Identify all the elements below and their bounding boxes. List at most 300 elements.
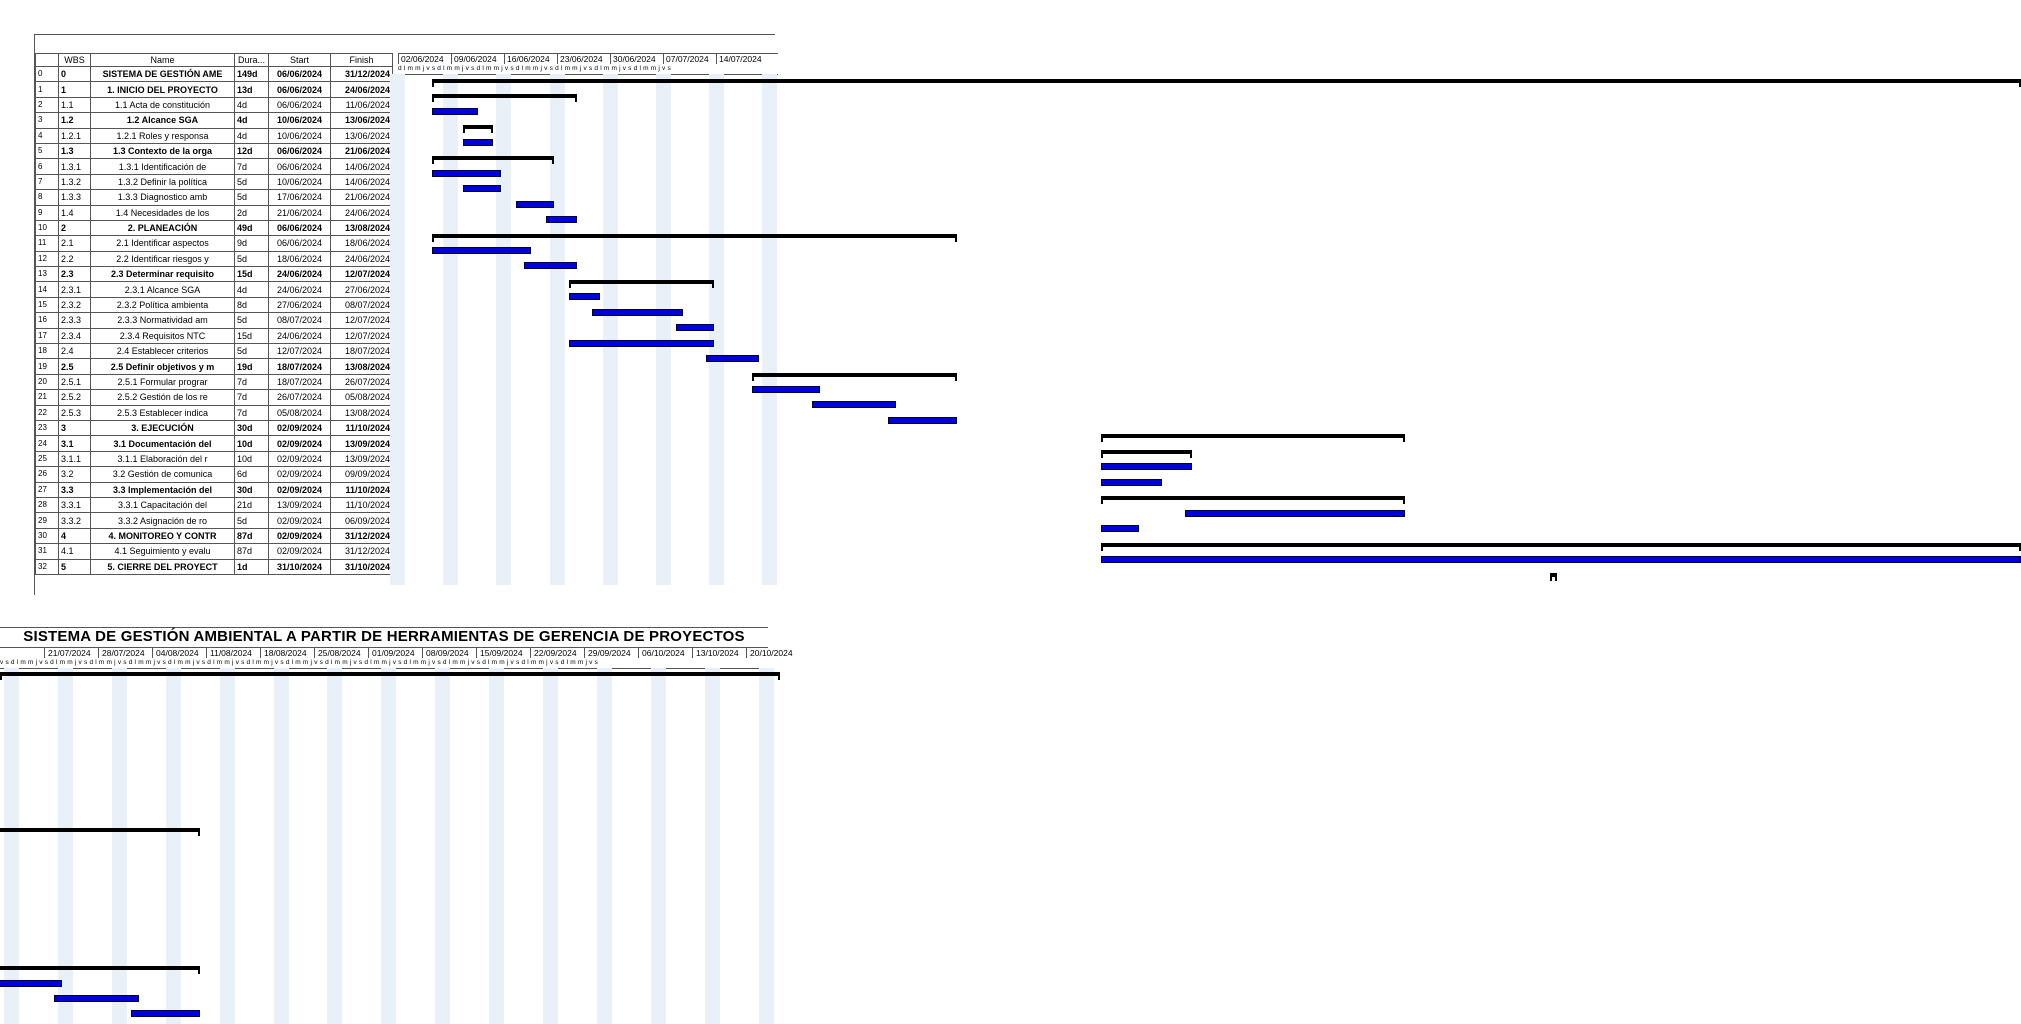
row-duration[interactable]: 4d: [235, 97, 269, 112]
table-row[interactable]: [36, 528, 393, 543]
row-wbs[interactable]: 3.3.1: [59, 497, 91, 512]
row-id[interactable]: 30: [36, 528, 59, 543]
row-duration[interactable]: 149d: [235, 67, 269, 82]
task-bar[interactable]: [888, 417, 956, 424]
summary-bar[interactable]: [1101, 543, 2021, 547]
table-row[interactable]: [36, 97, 393, 112]
row-wbs[interactable]: 2.4: [59, 344, 91, 359]
row-wbs[interactable]: 2.3.1: [59, 282, 91, 297]
row-duration[interactable]: 10d: [235, 436, 269, 451]
row-wbs[interactable]: 1.4: [59, 205, 91, 220]
row-start[interactable]: 06/06/2024: [269, 159, 331, 174]
page2-week-label: 25/08/2024: [314, 648, 368, 658]
row-finish[interactable]: 11/10/2024: [331, 420, 393, 435]
row-finish[interactable]: 27/06/2024: [331, 282, 393, 297]
row-id[interactable]: 6: [36, 159, 59, 174]
row-finish[interactable]: 12/07/2024: [331, 267, 393, 282]
row-duration[interactable]: 10d: [235, 451, 269, 466]
row-duration[interactable]: 7d: [235, 374, 269, 389]
row-wbs[interactable]: 1: [59, 82, 91, 97]
row-finish[interactable]: 13/08/2024: [331, 220, 393, 235]
row-name[interactable]: 1.3.1 Identificación de: [91, 159, 235, 174]
table-row[interactable]: [36, 374, 393, 389]
task-bar[interactable]: [706, 355, 759, 362]
row-duration[interactable]: 19d: [235, 359, 269, 374]
row-wbs[interactable]: 3.3.2: [59, 513, 91, 528]
row-name[interactable]: 1.1 Acta de constitución: [91, 97, 235, 112]
table-row[interactable]: [36, 390, 393, 405]
row-id[interactable]: 23: [36, 420, 59, 435]
row-name[interactable]: 1.3.3 Diagnostico amb: [91, 190, 235, 205]
row-wbs[interactable]: 2.3.4: [59, 328, 91, 343]
col-header-start[interactable]: Start: [269, 54, 331, 67]
row-name[interactable]: 1. INICIO DEL PROYECTO: [91, 82, 235, 97]
row-id[interactable]: 20: [36, 374, 59, 389]
weekend-shade: [597, 668, 612, 1024]
task-bar[interactable]: [131, 1010, 200, 1017]
summary-bar[interactable]: [569, 280, 713, 284]
row-finish[interactable]: 13/08/2024: [331, 405, 393, 420]
row-finish[interactable]: 31/12/2024: [331, 544, 393, 559]
row-name[interactable]: 2. PLANEACIÓN: [91, 220, 235, 235]
row-finish[interactable]: 13/09/2024: [331, 436, 393, 451]
row-id[interactable]: 15: [36, 297, 59, 312]
row-wbs[interactable]: 2.5: [59, 359, 91, 374]
timescale-week-label: 30/06/2024: [610, 54, 663, 64]
row-id[interactable]: 25: [36, 451, 59, 466]
task-bar[interactable]: [0, 980, 62, 987]
page2-week-label: 15/09/2024: [476, 648, 530, 658]
row-duration[interactable]: 4d: [235, 282, 269, 297]
task-bar[interactable]: [1101, 479, 1162, 486]
row-start[interactable]: 13/09/2024: [269, 497, 331, 512]
row-start[interactable]: 24/06/2024: [269, 328, 331, 343]
row-name[interactable]: 1.2.1 Roles y responsa: [91, 128, 235, 143]
row-finish[interactable]: 14/06/2024: [331, 174, 393, 189]
row-duration[interactable]: 15d: [235, 267, 269, 282]
row-start[interactable]: 31/10/2024: [269, 559, 331, 574]
row-wbs[interactable]: 1.2.1: [59, 128, 91, 143]
row-duration[interactable]: 8d: [235, 297, 269, 312]
table-row[interactable]: [36, 559, 393, 574]
col-header-wbs[interactable]: WBS: [59, 54, 91, 67]
row-id[interactable]: 8: [36, 190, 59, 205]
task-bar[interactable]: [1101, 463, 1192, 470]
table-row[interactable]: [36, 436, 393, 451]
row-start[interactable]: 06/06/2024: [269, 143, 331, 158]
row-wbs[interactable]: 2: [59, 220, 91, 235]
row-name[interactable]: 2.5.2 Gestión de los re: [91, 390, 235, 405]
row-duration[interactable]: 2d: [235, 205, 269, 220]
row-duration[interactable]: 5d: [235, 344, 269, 359]
task-bar[interactable]: [569, 293, 599, 300]
page2-week-label: 18/08/2024: [260, 648, 314, 658]
row-finish[interactable]: 13/09/2024: [331, 451, 393, 466]
row-start[interactable]: 06/06/2024: [269, 236, 331, 251]
col-header-duration[interactable]: Dura...: [235, 54, 269, 67]
row-wbs[interactable]: 2.3: [59, 267, 91, 282]
row-start[interactable]: 02/09/2024: [269, 482, 331, 497]
row-id[interactable]: 2: [36, 97, 59, 112]
timescale-days: d l m m j v s d l m m j v s d l m m j v s d l m m j v s d l m m j v s d l m m j v s d l m m j v s: [398, 65, 671, 72]
row-start[interactable]: 02/09/2024: [269, 436, 331, 451]
row-finish[interactable]: 26/07/2024: [331, 374, 393, 389]
row-name[interactable]: 3.1.1 Elaboración del r: [91, 451, 235, 466]
summary-bar[interactable]: [432, 234, 956, 238]
row-wbs[interactable]: 2.2: [59, 251, 91, 266]
row-duration[interactable]: 13d: [235, 82, 269, 97]
row-start[interactable]: 24/06/2024: [269, 282, 331, 297]
row-id[interactable]: 32: [36, 559, 59, 574]
row-finish[interactable]: 14/06/2024: [331, 159, 393, 174]
row-id[interactable]: 18: [36, 344, 59, 359]
summary-bar[interactable]: [0, 672, 780, 676]
task-bar[interactable]: [569, 340, 713, 347]
row-finish[interactable]: 12/07/2024: [331, 313, 393, 328]
row-wbs[interactable]: 2.3.3: [59, 313, 91, 328]
task-bar[interactable]: [1101, 556, 2021, 563]
task-bar[interactable]: [592, 309, 683, 316]
row-start[interactable]: 10/06/2024: [269, 128, 331, 143]
summary-bar[interactable]: [0, 828, 200, 832]
row-duration[interactable]: 5d: [235, 174, 269, 189]
table-row[interactable]: [36, 451, 393, 466]
task-bar[interactable]: [432, 108, 478, 115]
row-finish[interactable]: 18/07/2024: [331, 344, 393, 359]
row-wbs[interactable]: 2.5.2: [59, 390, 91, 405]
row-name[interactable]: SISTEMA DE GESTIÓN AME: [91, 67, 235, 82]
row-finish[interactable]: 11/10/2024: [331, 482, 393, 497]
row-name[interactable]: 4.1 Seguimiento y evalu: [91, 544, 235, 559]
row-duration[interactable]: 49d: [235, 220, 269, 235]
row-finish[interactable]: 05/08/2024: [331, 390, 393, 405]
row-start[interactable]: 21/06/2024: [269, 205, 331, 220]
row-wbs[interactable]: 1.1: [59, 97, 91, 112]
table-row[interactable]: [36, 205, 393, 220]
summary-bar[interactable]: [432, 79, 2020, 83]
row-finish[interactable]: 12/07/2024: [331, 328, 393, 343]
row-finish[interactable]: 18/06/2024: [331, 236, 393, 251]
task-bar[interactable]: [463, 185, 501, 192]
row-finish[interactable]: 13/08/2024: [331, 359, 393, 374]
row-wbs[interactable]: 1.2: [59, 113, 91, 128]
row-finish[interactable]: 24/06/2024: [331, 205, 393, 220]
page2-week-label: 01/09/2024: [368, 648, 422, 658]
table-row[interactable]: [36, 113, 393, 128]
row-start[interactable]: 27/06/2024: [269, 297, 331, 312]
row-id[interactable]: 1: [36, 82, 59, 97]
row-finish[interactable]: 06/09/2024: [331, 513, 393, 528]
page2-week-label: 11/08/2024: [206, 648, 260, 658]
table-row[interactable]: [36, 159, 393, 174]
table-row[interactable]: [36, 344, 393, 359]
row-finish[interactable]: 09/09/2024: [331, 467, 393, 482]
row-wbs[interactable]: 2.5.3: [59, 405, 91, 420]
row-name[interactable]: 2.3.3 Normatividad am: [91, 313, 235, 328]
row-duration[interactable]: 30d: [235, 420, 269, 435]
row-wbs[interactable]: 1.3.1: [59, 159, 91, 174]
row-wbs[interactable]: 1.3.2: [59, 174, 91, 189]
row-wbs[interactable]: 4: [59, 528, 91, 543]
task-bar[interactable]: [752, 386, 820, 393]
row-name[interactable]: 3.2 Gestión de comunica: [91, 467, 235, 482]
row-start[interactable]: 18/07/2024: [269, 374, 331, 389]
table-row[interactable]: [36, 513, 393, 528]
row-id[interactable]: 21: [36, 390, 59, 405]
row-duration[interactable]: 5d: [235, 251, 269, 266]
row-wbs[interactable]: 4.1: [59, 544, 91, 559]
table-row[interactable]: [36, 282, 393, 297]
table-row[interactable]: [36, 174, 393, 189]
row-duration[interactable]: 7d: [235, 390, 269, 405]
col-header-id[interactable]: [36, 54, 59, 67]
row-id[interactable]: 14: [36, 282, 59, 297]
row-finish[interactable]: 11/10/2024: [331, 497, 393, 512]
row-finish[interactable]: 24/06/2024: [331, 251, 393, 266]
weekend-shade: [550, 74, 565, 585]
task-bar[interactable]: [1101, 525, 1139, 532]
row-finish[interactable]: 24/06/2024: [331, 82, 393, 97]
weekend-shade: [166, 668, 181, 1024]
row-wbs[interactable]: 3.3: [59, 482, 91, 497]
row-name[interactable]: 1.2 Alcance SGA: [91, 113, 235, 128]
table-row[interactable]: [36, 67, 393, 82]
row-wbs[interactable]: 3.2: [59, 467, 91, 482]
row-name[interactable]: 3.3.2 Asignación de ro: [91, 513, 235, 528]
row-name[interactable]: 4. MONITOREO Y CONTR: [91, 528, 235, 543]
row-duration[interactable]: 87d: [235, 544, 269, 559]
row-finish[interactable]: 13/06/2024: [331, 113, 393, 128]
summary-bar[interactable]: [0, 966, 200, 970]
row-start[interactable]: 12/07/2024: [269, 344, 331, 359]
row-start[interactable]: 24/06/2024: [269, 267, 331, 282]
weekend-shade: [58, 668, 73, 1024]
row-name[interactable]: 5. CIERRE DEL PROYECT: [91, 559, 235, 574]
row-duration[interactable]: 4d: [235, 128, 269, 143]
summary-bar[interactable]: [1550, 573, 1558, 577]
row-name[interactable]: 3. EJECUCIÓN: [91, 420, 235, 435]
task-bar[interactable]: [516, 201, 554, 208]
row-id[interactable]: 24: [36, 436, 59, 451]
row-start[interactable]: 02/09/2024: [269, 467, 331, 482]
row-wbs[interactable]: 3.1: [59, 436, 91, 451]
row-id[interactable]: 11: [36, 236, 59, 251]
row-id[interactable]: 17: [36, 328, 59, 343]
row-name[interactable]: 2.1 Identificar aspectos: [91, 236, 235, 251]
table-row[interactable]: [36, 313, 393, 328]
row-id[interactable]: 22: [36, 405, 59, 420]
row-name[interactable]: 1.3 Contexto de la orga: [91, 143, 235, 158]
row-wbs[interactable]: 3.1.1: [59, 451, 91, 466]
summary-bar[interactable]: [432, 94, 576, 98]
row-duration[interactable]: 7d: [235, 405, 269, 420]
weekend-shade: [603, 74, 618, 585]
row-start[interactable]: 02/09/2024: [269, 513, 331, 528]
table-row[interactable]: [36, 497, 393, 512]
row-start[interactable]: 06/06/2024: [269, 220, 331, 235]
weekend-shade: [327, 668, 342, 1024]
summary-bar[interactable]: [1101, 496, 1405, 500]
row-name[interactable]: 2.3 Determinar requisito: [91, 267, 235, 282]
task-bar[interactable]: [432, 170, 500, 177]
row-id[interactable]: 12: [36, 251, 59, 266]
table-row[interactable]: [36, 420, 393, 435]
row-name[interactable]: 2.4 Establecer criterios: [91, 344, 235, 359]
table-row[interactable]: [36, 267, 393, 282]
row-finish[interactable]: 13/06/2024: [331, 128, 393, 143]
table-row[interactable]: [36, 328, 393, 343]
gantt-chart-area: [398, 74, 778, 585]
table-row[interactable]: [36, 190, 393, 205]
row-name[interactable]: 3.3 Implementación del: [91, 482, 235, 497]
table-row[interactable]: [36, 359, 393, 374]
row-id[interactable]: 19: [36, 359, 59, 374]
row-finish[interactable]: 08/07/2024: [331, 297, 393, 312]
row-finish[interactable]: 21/06/2024: [331, 190, 393, 205]
row-start[interactable]: 10/06/2024: [269, 113, 331, 128]
row-start[interactable]: 10/06/2024: [269, 174, 331, 189]
col-header-name[interactable]: Name: [91, 54, 235, 67]
row-id[interactable]: 28: [36, 497, 59, 512]
row-wbs[interactable]: 5: [59, 559, 91, 574]
row-wbs[interactable]: 2.1: [59, 236, 91, 251]
weekend-shade: [543, 668, 558, 1024]
table-row[interactable]: [36, 82, 393, 97]
row-name[interactable]: 2.5.1 Formular prograr: [91, 374, 235, 389]
row-wbs[interactable]: 1.3.3: [59, 190, 91, 205]
row-start[interactable]: 26/07/2024: [269, 390, 331, 405]
row-start[interactable]: 06/06/2024: [269, 97, 331, 112]
row-name[interactable]: 2.5.3 Establecer indica: [91, 405, 235, 420]
summary-bar[interactable]: [463, 125, 493, 129]
row-id[interactable]: 29: [36, 513, 59, 528]
row-duration[interactable]: 6d: [235, 467, 269, 482]
weekend-shade: [435, 668, 450, 1024]
row-id[interactable]: 9: [36, 205, 59, 220]
row-start[interactable]: 18/06/2024: [269, 251, 331, 266]
summary-bar[interactable]: [1101, 450, 1192, 454]
row-duration[interactable]: 5d: [235, 190, 269, 205]
row-wbs[interactable]: 2.3.2: [59, 297, 91, 312]
row-start[interactable]: 08/07/2024: [269, 313, 331, 328]
table-row[interactable]: [36, 482, 393, 497]
row-id[interactable]: 10: [36, 220, 59, 235]
row-duration[interactable]: 12d: [235, 143, 269, 158]
table-row[interactable]: [36, 236, 393, 251]
row-duration[interactable]: 15d: [235, 328, 269, 343]
row-finish[interactable]: 31/12/2024: [331, 67, 393, 82]
weekend-shade: [759, 668, 774, 1024]
task-bar[interactable]: [524, 262, 577, 269]
row-duration[interactable]: 87d: [235, 528, 269, 543]
weekend-shade: [390, 74, 405, 585]
row-id[interactable]: 3: [36, 113, 59, 128]
row-name[interactable]: 2.3.2 Política ambienta: [91, 297, 235, 312]
task-bar[interactable]: [812, 401, 896, 408]
row-duration[interactable]: 4d: [235, 113, 269, 128]
row-start[interactable]: 02/09/2024: [269, 544, 331, 559]
table-row[interactable]: [36, 467, 393, 482]
row-duration[interactable]: 1d: [235, 559, 269, 574]
row-start[interactable]: 02/09/2024: [269, 528, 331, 543]
row-name[interactable]: 2.3.1 Alcance SGA: [91, 282, 235, 297]
row-start[interactable]: 02/09/2024: [269, 420, 331, 435]
row-duration[interactable]: 30d: [235, 482, 269, 497]
table-row[interactable]: [36, 297, 393, 312]
row-duration[interactable]: 9d: [235, 236, 269, 251]
summary-bar[interactable]: [432, 156, 554, 160]
task-bar[interactable]: [1185, 510, 1405, 517]
row-start[interactable]: 05/08/2024: [269, 405, 331, 420]
task-bar[interactable]: [432, 247, 531, 254]
row-start[interactable]: 06/06/2024: [269, 82, 331, 97]
row-name[interactable]: 2.2 Identificar riesgos y: [91, 251, 235, 266]
table-row[interactable]: [36, 405, 393, 420]
row-finish[interactable]: 11/06/2024: [331, 97, 393, 112]
row-name[interactable]: 2.5 Definir objetivos y m: [91, 359, 235, 374]
table-row[interactable]: [36, 544, 393, 559]
table-row[interactable]: [36, 220, 393, 235]
row-finish[interactable]: 21/06/2024: [331, 143, 393, 158]
row-id[interactable]: 31: [36, 544, 59, 559]
row-name[interactable]: 1.3.2 Definir la política: [91, 174, 235, 189]
row-id[interactable]: 5: [36, 143, 59, 158]
task-bar[interactable]: [463, 139, 493, 146]
row-start[interactable]: 17/06/2024: [269, 190, 331, 205]
row-finish[interactable]: 31/12/2024: [331, 528, 393, 543]
row-name[interactable]: 3.1 Documentación del: [91, 436, 235, 451]
row-duration[interactable]: 5d: [235, 313, 269, 328]
task-bar[interactable]: [546, 216, 576, 223]
page2-week-label: 22/09/2024: [530, 648, 584, 658]
table-row[interactable]: [36, 143, 393, 158]
weekend-shade: [381, 668, 396, 1024]
weekend-shade: [4, 668, 19, 1024]
row-start[interactable]: 06/06/2024: [269, 67, 331, 82]
task-bar[interactable]: [54, 995, 139, 1002]
row-id[interactable]: 0: [36, 67, 59, 82]
row-id[interactable]: 26: [36, 467, 59, 482]
task-bar[interactable]: [676, 324, 714, 331]
row-wbs[interactable]: 0: [59, 67, 91, 82]
row-name[interactable]: 2.3.4 Requisitos NTC: [91, 328, 235, 343]
row-id[interactable]: 4: [36, 128, 59, 143]
col-header-finish[interactable]: Finish: [331, 54, 393, 67]
row-id[interactable]: 13: [36, 267, 59, 282]
summary-bar[interactable]: [1101, 434, 1405, 438]
row-duration[interactable]: 5d: [235, 513, 269, 528]
row-id[interactable]: 27: [36, 482, 59, 497]
row-name[interactable]: 3.3.1 Capacitación del: [91, 497, 235, 512]
row-wbs[interactable]: 2.5.1: [59, 374, 91, 389]
row-name[interactable]: 1.4 Necesidades de los: [91, 205, 235, 220]
row-duration[interactable]: 21d: [235, 497, 269, 512]
page2-gantt-area: [0, 668, 768, 1024]
row-finish[interactable]: 31/10/2024: [331, 559, 393, 574]
page2-timescale-days: v s d l m m j v s d l m m j v s d l m m j v s d l m m j v s d l m m j v s d l m m j v s d l m m j v s d l m m j v s d l m m j v s d l m m j v s d l m m j v s d l m m j v s d l m m j v s d l m m j v s d l m m j v s: [0, 659, 599, 666]
row-start[interactable]: 18/07/2024: [269, 359, 331, 374]
summary-bar[interactable]: [752, 373, 957, 377]
row-start[interactable]: 02/09/2024: [269, 451, 331, 466]
row-wbs[interactable]: 1.3: [59, 143, 91, 158]
weekend-shade: [656, 74, 671, 585]
row-wbs[interactable]: 3: [59, 420, 91, 435]
table-row[interactable]: [36, 251, 393, 266]
table-row[interactable]: [36, 128, 393, 143]
row-duration[interactable]: 7d: [235, 159, 269, 174]
row-id[interactable]: 16: [36, 313, 59, 328]
row-id[interactable]: 7: [36, 174, 59, 189]
